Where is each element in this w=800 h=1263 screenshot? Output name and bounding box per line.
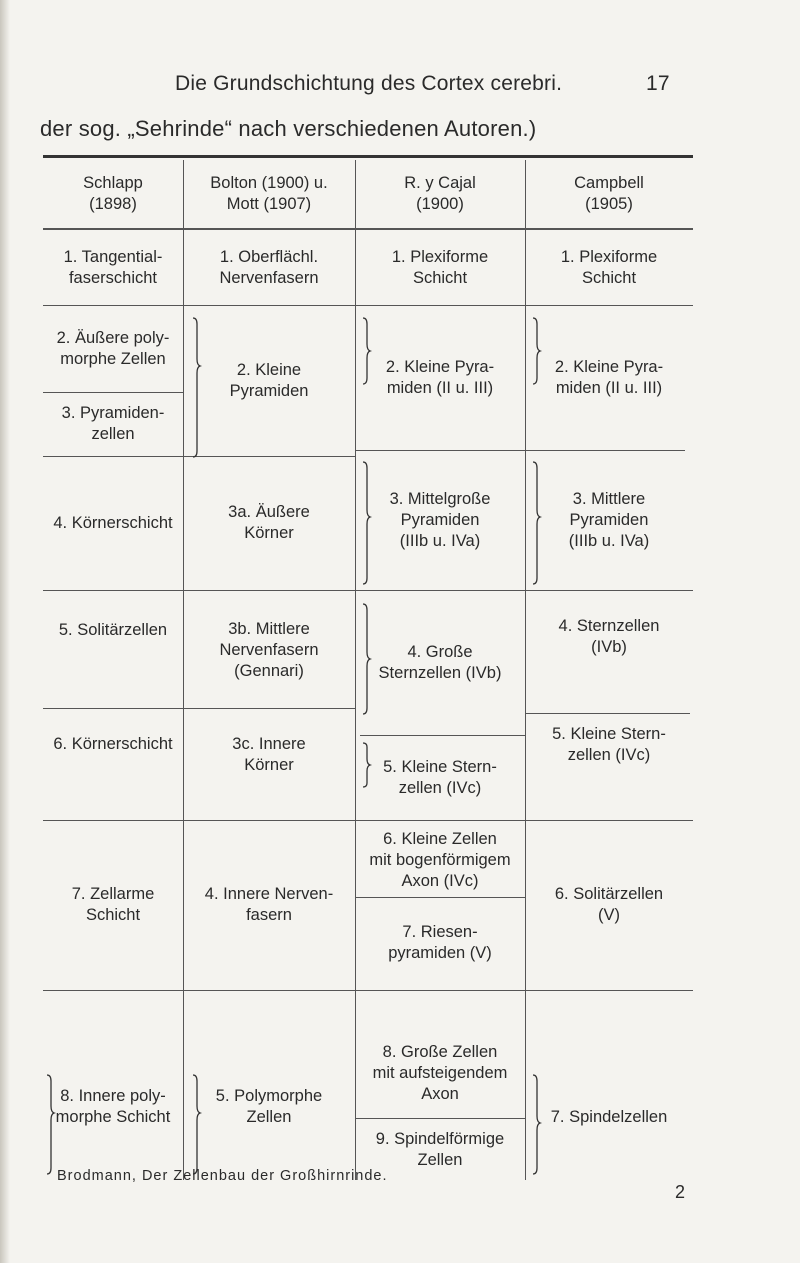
campbell-layer-6: 6. Solitärzellen (V) bbox=[554, 885, 664, 924]
brace bbox=[533, 1075, 540, 1174]
schlapp-layer-2: 2. Äußere poly- morphe Zellen bbox=[56, 329, 170, 368]
campbell-layer-7: 7. Spindelzellen bbox=[550, 1107, 668, 1126]
brace bbox=[363, 604, 370, 714]
cajal-layer-8: 8. Große Zellen mit aufsteigendem Axon bbox=[372, 1042, 508, 1103]
cajal-layer-9: 9. Spindelförmige Zellen bbox=[375, 1130, 505, 1169]
campbell-layer-1: 1. Plexiforme Schicht bbox=[560, 248, 658, 287]
column-header-campbell: Campbell (1905) bbox=[574, 174, 644, 213]
printer-signature: Brodmann, Der Zellenbau der Großhirnrinde. bbox=[57, 1168, 388, 1184]
schlapp-layer-4: 4. Körnerschicht bbox=[53, 513, 173, 532]
schlapp-layer-1: 1. Tangential- faserschicht bbox=[63, 248, 163, 287]
cajal-layer-5: 5. Kleine Stern- zellen (IVc) bbox=[383, 758, 497, 797]
bolton-layer-3c: 3c. Innere Körner bbox=[232, 735, 306, 774]
schlapp-layer-7: 7. Zellarme Schicht bbox=[71, 885, 155, 924]
campbell-layer-2: 2. Kleine Pyra- miden (II u. III) bbox=[554, 358, 664, 397]
brace bbox=[363, 743, 370, 787]
column-header-bolton: Bolton (1900) u. Mott (1907) bbox=[210, 174, 328, 213]
cajal-layer-2: 2. Kleine Pyra- miden (II u. III) bbox=[385, 358, 495, 397]
campbell-layer-4: 4. Sternzellen (IVb) bbox=[558, 617, 660, 656]
brace bbox=[193, 1075, 200, 1174]
schlapp-layer-3: 3. Pyramiden- zellen bbox=[61, 404, 165, 443]
cajal-layer-7: 7. Riesen- pyramiden (V) bbox=[388, 923, 492, 962]
bolton-layer-1: 1. Oberflächl. Nervenfasern bbox=[219, 248, 319, 287]
column-header-schlapp: Schlapp (1898) bbox=[83, 174, 143, 213]
bolton-layer-2: 2. Kleine Pyramiden bbox=[229, 361, 309, 400]
bolton-layer-3a: 3a. Äußere Körner bbox=[228, 503, 310, 542]
brace bbox=[533, 318, 540, 384]
schlapp-layer-8: 8. Innere poly- morphe Schicht bbox=[55, 1087, 171, 1126]
bolton-layer-4: 4. Innere Nerven- fasern bbox=[204, 885, 334, 924]
brace bbox=[363, 318, 370, 384]
cajal-layer-4: 4. Große Sternzellen (IVb) bbox=[378, 643, 502, 682]
table-caption: der sog. „Sehrinde“ nach verschiedenen Autoren.) bbox=[40, 116, 537, 141]
column-header-cajal: R. y Cajal (1900) bbox=[404, 174, 476, 213]
brace bbox=[363, 462, 370, 584]
bolton-layer-3b: 3b. Mittlere Nervenfasern (Gennari) bbox=[219, 619, 319, 680]
page-number: 17 bbox=[646, 72, 670, 95]
cajal-layer-3: 3. Mittelgroße Pyramiden (IIIb u. IVa) bbox=[389, 489, 491, 550]
campbell-layer-5: 5. Kleine Stern- zellen (IVc) bbox=[552, 725, 666, 764]
brace bbox=[193, 318, 200, 457]
cajal-layer-1: 1. Plexiforme Schicht bbox=[391, 248, 489, 287]
brace bbox=[47, 1075, 54, 1174]
cajal-layer-6: 6. Kleine Zellen mit bogenförmigem Axon (IVc) bbox=[369, 829, 511, 890]
brace bbox=[533, 462, 540, 584]
bolton-layer-5: 5. Polymorphe Zellen bbox=[215, 1087, 323, 1126]
running-title: Die Grundschichtung des Cortex cerebri. bbox=[175, 72, 563, 95]
schlapp-layer-6: 6. Körnerschicht bbox=[53, 735, 173, 753]
schlapp-layer-5: 5. Solitärzellen bbox=[58, 621, 168, 639]
sheet-number: 2 bbox=[675, 1182, 686, 1202]
campbell-layer-3: 3. Mittlere Pyramiden (IIIb u. IVa) bbox=[568, 489, 650, 550]
